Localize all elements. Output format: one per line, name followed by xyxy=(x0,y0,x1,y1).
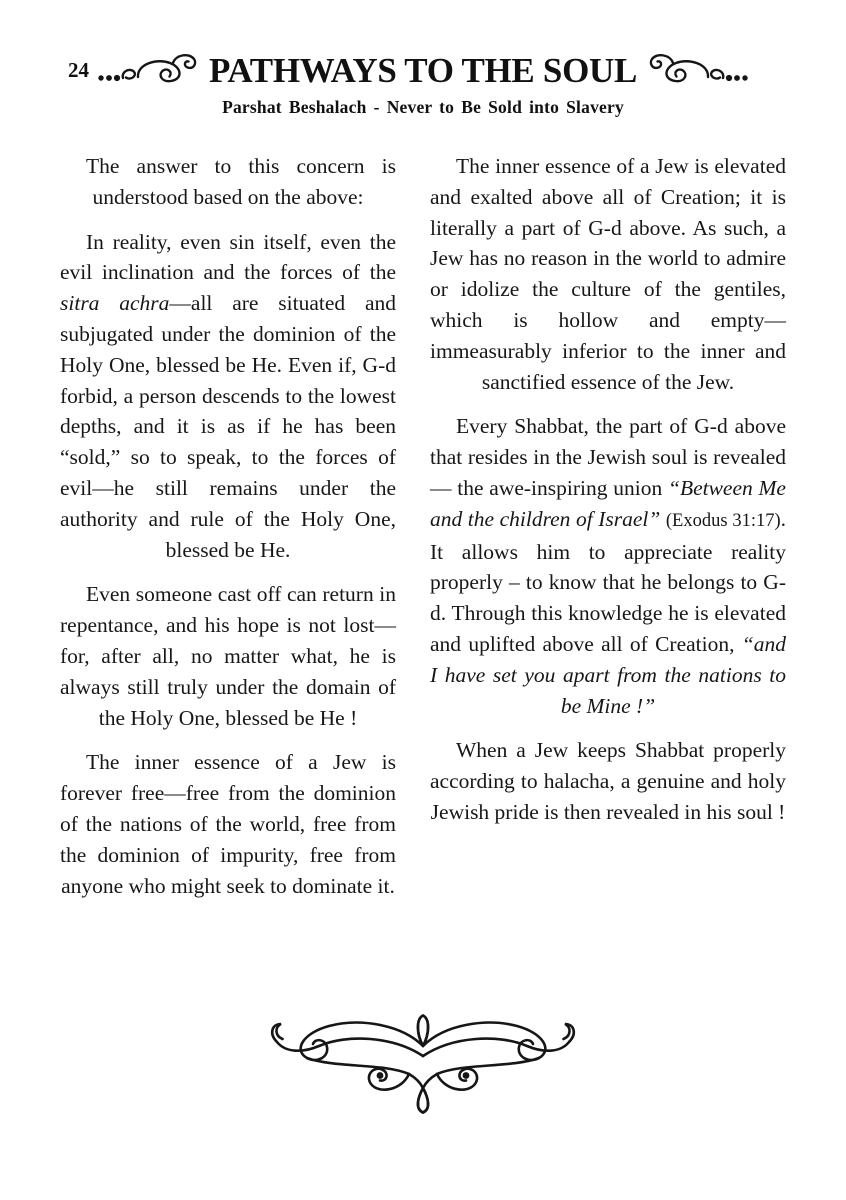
text-run: In reality, even sin itself, even the evil inclination and the forces of the xyxy=(60,229,396,285)
paragraph xyxy=(430,411,786,721)
paragraph xyxy=(60,151,396,213)
scroll-flourish-left-icon xyxy=(96,50,201,92)
paragraph xyxy=(60,579,396,733)
page-number: 24 xyxy=(68,58,89,82)
text-run: Every Shabbat, the part of G-d above that resides in the Jewish soul is revealed — the awe-inspiring union xyxy=(430,414,786,500)
text-run: When a Jew keeps Shabbat properly according to halacha, a genuine and holy Jewish pride is then revealed in his soul ! xyxy=(430,738,786,824)
paragraph xyxy=(430,151,786,397)
text-run: The inner essence of a Jew is elevated and exalted above all of Creation; it is literally a part of G-d above. As such, a Jew has no reason in the world to admire or idolize the culture of the gentiles, which is hollow and empty—immeasurably inferior to the inner and sanctified essence of the Jew. xyxy=(430,154,786,394)
text-column-left xyxy=(60,151,396,901)
paragraph xyxy=(60,227,396,566)
calligraphic-flourish-icon xyxy=(263,1012,583,1116)
text-column-right xyxy=(430,151,786,901)
text-run: The inner essence of a Jew is forever free—free from the dominion of the nations of the world, free from the dominion of impurity, free from anyone who might seek to dominate it. xyxy=(60,750,396,898)
text-run: “Between Me and the children of Israel” xyxy=(430,475,786,531)
paragraph xyxy=(60,747,396,901)
text-run: (Exodus 31:17) xyxy=(665,510,781,531)
text-run: Even someone cast off can return in repentance, and his hope is not lost—for, after all, no matter what, he is always still truly under the domain of the Holy One, blessed be He ! xyxy=(60,582,396,730)
two-column-text xyxy=(0,151,846,901)
paragraph xyxy=(430,735,786,827)
scroll-flourish-right-icon xyxy=(645,50,750,92)
text-run: The answer to this concern is understood based on the above: xyxy=(86,154,396,209)
text-run: . It allows him to appreciate reality properly – to know that he belongs to G-d. Through this knowledge he is elevated and uplifted above all of Creation, xyxy=(430,506,786,656)
chapter-subtitle: Parshat Beshalach - Never to Be Sold into Slavery xyxy=(222,97,624,117)
page-footer xyxy=(0,1012,846,1116)
text-run: —all are situated and subjugated under the dominion of the Holy One, blessed be He. Even if, G-d forbid, a person descends to the lowest depths, and it is as if he has been “sold,” so to speak, to the forces of evil—he still remains under the authority and rule of the Holy One, blessed be He. xyxy=(60,291,396,562)
text-run: sitra achra xyxy=(60,291,170,316)
title-row xyxy=(0,50,846,92)
page-header xyxy=(0,0,846,118)
text-run: “and I have set you apart from the nations to be Mine !” xyxy=(430,631,786,718)
book-title: PATHWAYS TO THE SOUL xyxy=(208,50,638,90)
